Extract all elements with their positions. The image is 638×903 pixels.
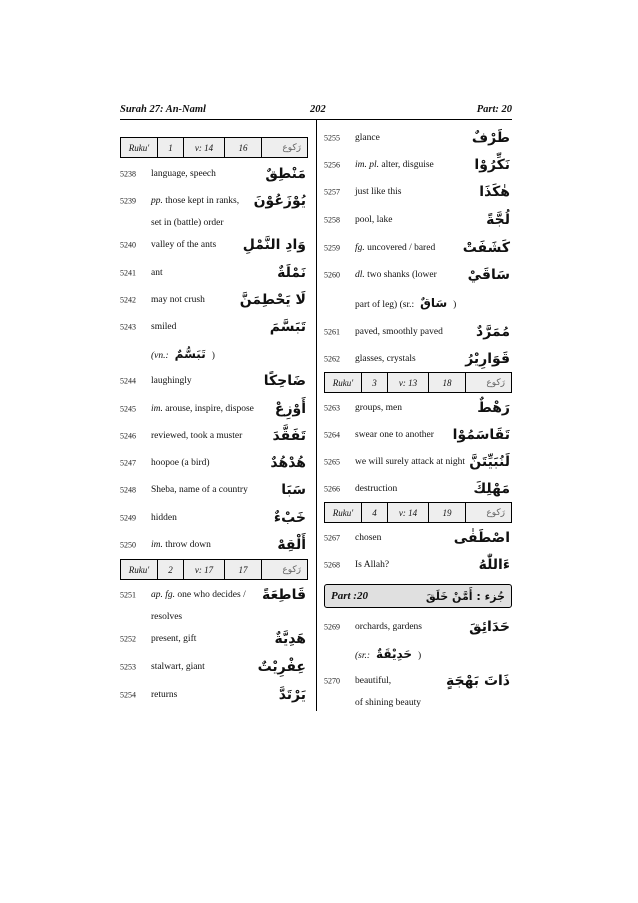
entry-abbr: dl. <box>355 269 365 280</box>
ruku-label: Ruku' <box>121 560 158 579</box>
entry-arabic: سَبَا <box>281 482 306 498</box>
entry-number: 5266 <box>324 484 340 494</box>
ruku-label: Ruku' <box>325 503 362 522</box>
entry-gloss-cont: resolves <box>151 611 183 622</box>
entry-continuation <box>324 695 512 711</box>
entry-arabic: لَنُبَيِّتَنَّ <box>469 454 510 470</box>
entry-gloss: swear one to another <box>355 429 434 440</box>
entry-gloss: Sheba, name of a country <box>151 485 248 495</box>
entry-number: 5261 <box>324 327 340 336</box>
entry-number: 5249 <box>120 513 136 522</box>
entry-arabic: عِفْرِيْتٌ <box>257 659 306 675</box>
ruku-number: 3 <box>362 373 388 392</box>
left-column <box>120 137 308 708</box>
entry-row <box>324 551 512 578</box>
ruku-box <box>324 372 512 393</box>
ruku-label: Ruku' <box>325 373 362 392</box>
entry-gloss-cont <box>355 296 456 310</box>
entry-gloss: glasses, crystals <box>355 353 416 364</box>
entry-number: 5258 <box>324 215 340 225</box>
entry-gloss <box>355 243 435 253</box>
ruku-verses: v: 13 <box>388 373 429 392</box>
entry-row <box>324 151 512 178</box>
entry-number: 5257 <box>324 187 340 197</box>
ruku-box <box>120 137 308 158</box>
entry-number: 5241 <box>120 268 136 277</box>
entry-gloss-text: one who decides / <box>177 589 246 600</box>
entry-row <box>324 206 512 234</box>
entry-abbr: pp. <box>151 195 163 206</box>
entry-gloss: smiled <box>151 321 177 332</box>
part-banner-label: Part :20 <box>331 590 368 602</box>
entry-abbr: ap. fg. <box>151 589 176 600</box>
entry-arabic: مُمَرَّدٌ <box>476 323 510 340</box>
entry-gloss <box>151 404 254 414</box>
entry-gloss-text: those kept in ranks, <box>165 195 240 206</box>
entry-gloss-cont: of shining beauty <box>355 698 421 708</box>
entry-arabic: ءَاللّٰهُ <box>478 556 510 573</box>
entry-abbr: im. <box>151 403 163 414</box>
entry-arabic: أَوْزِعْ <box>274 400 306 417</box>
entry-row <box>324 318 512 345</box>
entry-number: 5248 <box>120 485 136 495</box>
entry-number: 5264 <box>324 430 340 439</box>
entry-gloss: beautiful, <box>355 676 392 686</box>
entry-number: 5263 <box>324 403 340 412</box>
surah-title: Surah 27: An-Naml <box>120 104 206 115</box>
entry-number: 5270 <box>324 676 340 686</box>
entry-number: 5252 <box>120 634 136 644</box>
entry-arabic: وَادِ النَّمْلِ <box>242 237 306 253</box>
entry-arabic: نَمْلَةٌ <box>277 264 306 281</box>
entry-row <box>324 345 512 372</box>
entry-number: 5247 <box>120 458 136 467</box>
entry-gloss <box>151 540 211 550</box>
entry-row <box>324 448 512 476</box>
entry-row <box>120 187 308 214</box>
entry-arabic: كَشَفَتْ <box>462 239 510 256</box>
entry-gloss: we will surely attack at night <box>355 457 466 467</box>
entry-gloss-text: alter, disguise <box>381 159 434 170</box>
entry-number: 5245 <box>120 404 136 413</box>
entry-number: 5267 <box>324 533 340 542</box>
entry-gloss: orchards, gardens <box>355 621 423 632</box>
cont-prefix: part of leg) (sr.: <box>355 300 415 310</box>
entry-arabic: هُدْهُدٌ <box>270 454 306 471</box>
ruku-arabic: رَكوع <box>282 564 301 575</box>
part-label: Part: 20 <box>476 104 512 115</box>
entry-arabic: قَاطِعَةً <box>261 586 306 603</box>
entry-gloss: destruction <box>355 484 398 494</box>
part-banner <box>324 584 512 608</box>
entry-row <box>120 259 308 286</box>
ruku-verses: v: 14 <box>388 503 429 522</box>
entry-number: 5251 <box>120 590 136 599</box>
entry-gloss: language, speech <box>151 168 216 179</box>
entry-row <box>120 531 308 558</box>
cont-suffix: ) <box>211 350 215 361</box>
entry-row <box>324 476 512 502</box>
entry-arabic: يَرْتَدَّ <box>278 686 306 703</box>
entry-number: 5240 <box>120 240 136 250</box>
entry-arabic: لَا يَحْطِمَنَّ <box>239 291 306 308</box>
entry-arabic: أَلْقِهْ <box>277 536 306 553</box>
entry-gloss-text: two shanks (lower <box>367 269 437 280</box>
entry-number: 5255 <box>324 133 340 142</box>
entry-row <box>324 261 512 288</box>
entry-gloss: just like this <box>355 187 402 197</box>
entry-arabic: ذَاتَ بَهْجَةٍ <box>445 673 510 689</box>
entry-arabic: خَبْءٌ <box>273 509 306 526</box>
entry-number: 5262 <box>324 354 340 363</box>
entry-arabic: اصْطَفٰى <box>453 529 510 546</box>
entry-row <box>120 449 308 476</box>
entry-row <box>120 395 308 422</box>
entry-number: 5265 <box>324 457 340 467</box>
entry-arabic: حَدَائِقَ <box>469 618 510 635</box>
entry-number: 5243 <box>120 322 136 331</box>
entry-row <box>324 421 512 448</box>
entry-row <box>120 476 308 504</box>
entry-arabic: هٰكَذَا <box>479 184 510 200</box>
ruku-number: 2 <box>158 560 184 579</box>
entry-number: 5260 <box>324 270 340 279</box>
entry-gloss: pool, lake <box>355 215 393 225</box>
entry-number: 5268 <box>324 560 340 569</box>
entry-row <box>120 422 308 449</box>
entry-row <box>324 613 512 640</box>
entry-row <box>324 394 512 421</box>
entry-row <box>324 667 512 695</box>
entry-row <box>120 504 308 531</box>
entry-gloss: groups, men <box>355 402 402 413</box>
entry-gloss: hidden <box>151 512 177 523</box>
entry-row <box>120 231 308 259</box>
entry-arabic: ضَاحِكًا <box>263 373 306 389</box>
entry-abbr: fg. <box>355 242 365 253</box>
ruku-number: 1 <box>158 138 184 157</box>
entry-arabic: قَوَارِيْرُ <box>465 350 510 367</box>
entry-number: 5269 <box>324 622 340 631</box>
entry-gloss-cont <box>151 347 215 361</box>
cont-prefix: (sr.: <box>355 650 371 661</box>
entry-arabic: سَاقَيْ <box>467 266 510 283</box>
entry-row <box>120 286 308 313</box>
entry-number: 5253 <box>120 662 136 672</box>
entry-number: 5244 <box>120 376 136 386</box>
entry-gloss-cont: set in (battle) order <box>151 217 224 228</box>
entry-arabic: تَفَقَّدَ <box>272 427 306 444</box>
entry-gloss: Is Allah? <box>355 559 390 570</box>
entry-arabic: تَبَسَّمَ <box>269 318 306 335</box>
page-header <box>120 104 512 118</box>
right-column <box>324 124 512 711</box>
entry-gloss <box>151 590 246 600</box>
ruku-box <box>120 559 308 580</box>
part-banner-arabic: جُزء : أَمَّنْ خَلَقَ <box>425 589 505 603</box>
entry-abbr: im. pl. <box>355 159 380 170</box>
entry-gloss-text: throw down <box>165 539 211 550</box>
entry-number: 5256 <box>324 160 340 169</box>
entry-number: 5254 <box>120 690 136 699</box>
ruku-total: 18 <box>429 373 466 392</box>
entry-continuation <box>120 340 308 367</box>
entry-arabic: لُجَّةً <box>486 212 510 228</box>
entry-continuation <box>324 288 512 318</box>
cont-arabic: تَبَسُّمٌ <box>174 346 206 361</box>
cont-arabic: حَدِيْقَةٌ <box>376 646 413 661</box>
entry-number: 5250 <box>120 540 136 549</box>
entry-gloss: stalwart, giant <box>151 662 205 672</box>
entry-row <box>120 160 308 187</box>
ruku-number: 4 <box>362 503 388 522</box>
entry-continuation <box>324 640 512 667</box>
cont-suffix: ) <box>453 300 457 310</box>
entry-gloss: may not crush <box>151 294 205 305</box>
entry-number: 5239 <box>120 196 136 205</box>
cont-arabic: سَاقٌ <box>420 296 448 310</box>
entry-gloss-text: arouse, inspire, dispose <box>165 403 254 414</box>
entry-gloss: glance <box>355 132 380 143</box>
entry-number: 5246 <box>120 431 136 440</box>
entry-row <box>324 524 512 551</box>
ruku-verses: v: 17 <box>184 560 225 579</box>
ruku-arabic: رَكوع <box>282 142 301 153</box>
entry-gloss: chosen <box>355 532 382 543</box>
entry-arabic: نَكِّرُوْا <box>474 156 510 173</box>
entry-row <box>120 313 308 340</box>
entry-abbr: im. <box>151 539 163 550</box>
entry-gloss-cont <box>355 647 421 661</box>
entry-gloss: reviewed, took a muster <box>151 430 243 441</box>
page-number: 202 <box>310 104 326 115</box>
entry-arabic: تَقَاسَمُوْا <box>452 426 510 443</box>
cont-suffix: ) <box>418 650 422 661</box>
entry-number: 5238 <box>120 169 136 178</box>
cont-prefix: (vn.: <box>151 350 169 361</box>
column-divider <box>316 119 317 711</box>
entry-arabic: مَنْطِقٌ <box>265 165 306 182</box>
entry-gloss: hoopoe (a bird) <box>151 457 210 468</box>
entry-continuation <box>120 608 308 625</box>
entry-gloss <box>355 270 437 280</box>
entry-row <box>324 178 512 206</box>
entry-row <box>324 234 512 261</box>
entry-row <box>120 681 308 708</box>
ruku-total: 17 <box>225 560 262 579</box>
entry-row <box>324 124 512 151</box>
entry-number: 5242 <box>120 295 136 304</box>
entry-arabic: هَدِيَّةٌ <box>274 631 306 647</box>
entry-gloss <box>151 196 239 206</box>
entry-gloss: valley of the ants <box>151 240 217 250</box>
entry-gloss-text: uncovered / bared <box>367 242 436 253</box>
ruku-total: 16 <box>225 138 262 157</box>
entry-gloss: laughingly <box>151 376 192 386</box>
ruku-verses: v: 14 <box>184 138 225 157</box>
entry-gloss: present, gift <box>151 634 197 644</box>
entry-gloss <box>355 160 434 170</box>
ruku-label: Ruku' <box>121 138 158 157</box>
entry-row <box>120 581 308 608</box>
ruku-total: 19 <box>429 503 466 522</box>
entry-gloss: ant <box>151 267 163 278</box>
entry-arabic: طَرْفٌ <box>471 129 510 146</box>
entry-gloss: paved, smoothly paved <box>355 326 443 337</box>
entry-arabic: رَهْطٌ <box>477 399 510 416</box>
entry-gloss: returns <box>151 689 178 700</box>
entry-row <box>120 653 308 681</box>
entry-arabic: يُوْزَعُوْنَ <box>253 192 306 209</box>
ruku-box <box>324 502 512 523</box>
entry-row <box>120 367 308 395</box>
ruku-arabic: رَكوع <box>486 377 505 388</box>
entry-number: 5259 <box>324 243 340 252</box>
ruku-arabic: رَكوع <box>486 507 505 518</box>
entry-arabic: مَهْلِكَ <box>473 481 510 497</box>
entry-continuation <box>120 214 308 231</box>
entry-row <box>120 625 308 653</box>
